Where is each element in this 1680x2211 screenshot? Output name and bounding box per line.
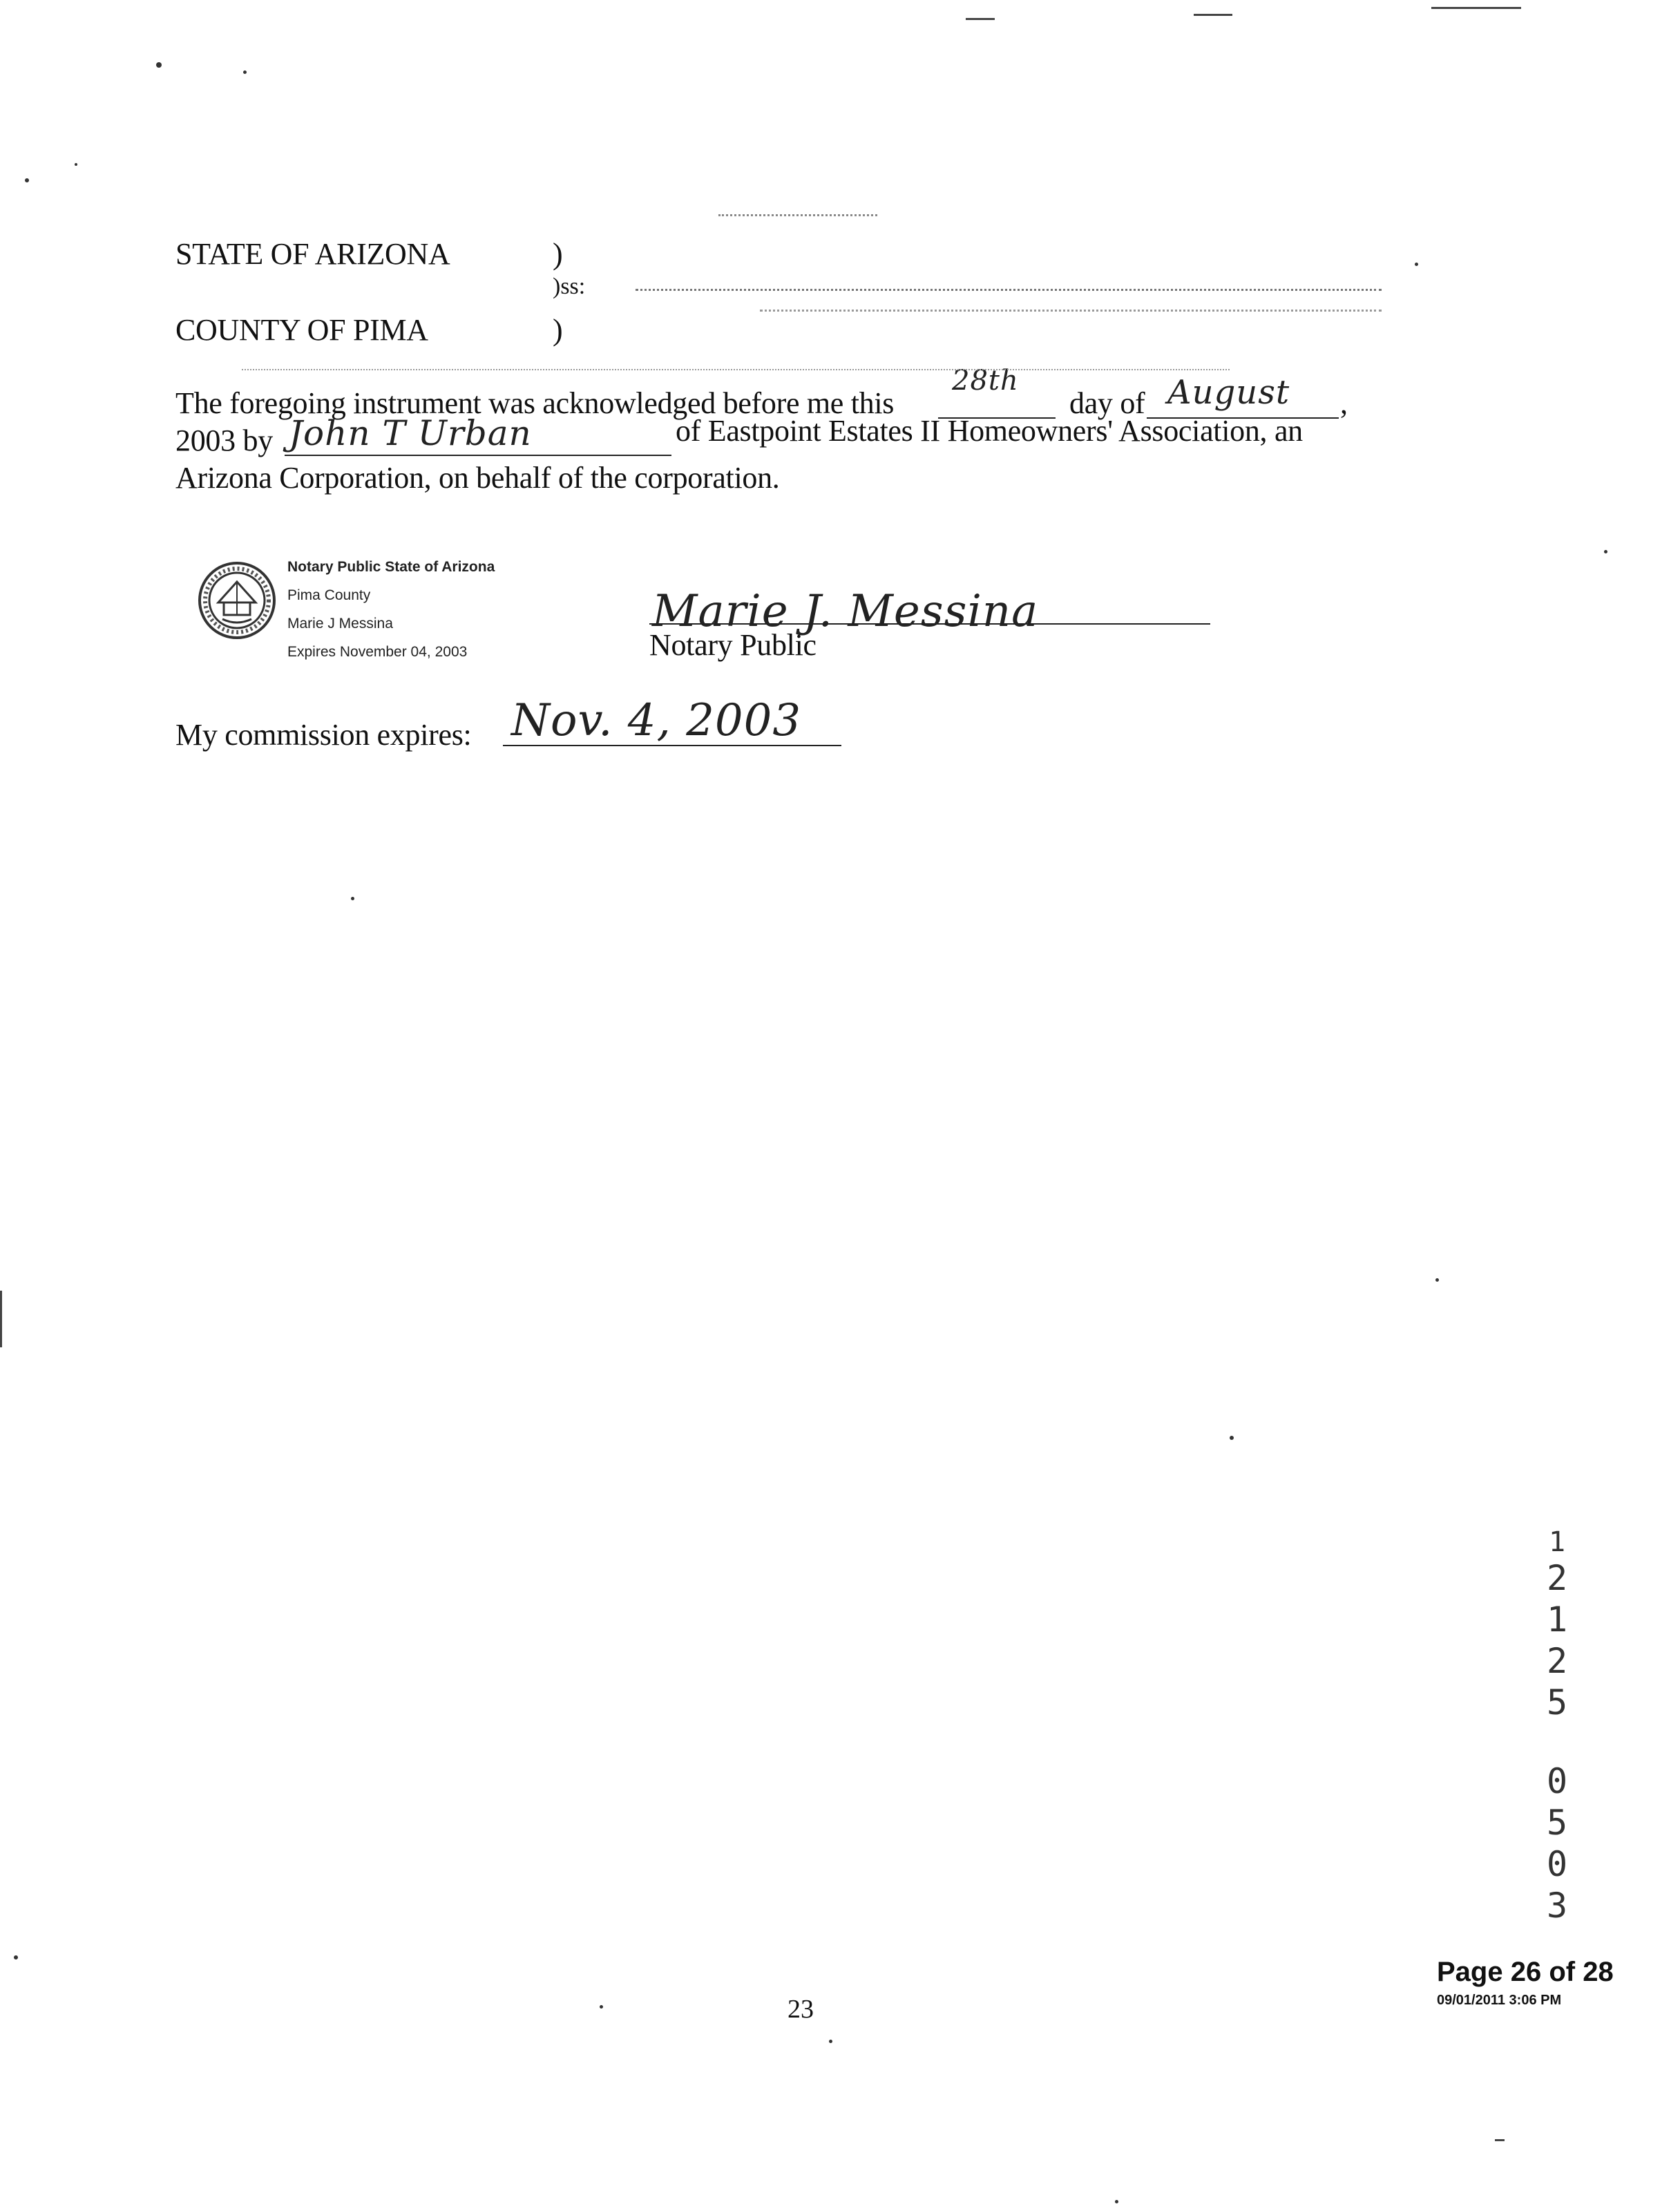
seal-line: Expires November 04, 2003 (287, 644, 468, 660)
stamp-digit: 2 (1546, 1558, 1568, 1598)
ack-line-3: Arizona Corporation, on behalf of the corporation. (175, 461, 780, 495)
ack-line-2-suffix: of Eastpoint Estates II Homeowners' Association, an (676, 414, 1303, 448)
commission-label: My commission expires: (175, 718, 472, 752)
scan-speck (156, 62, 162, 68)
scan-mark (0, 1291, 2, 1347)
stamp-digit: 5 (1546, 1803, 1568, 1843)
day-handwritten: 28th (952, 365, 1019, 397)
scan-mark (1431, 7, 1521, 9)
scan-speck (1115, 2200, 1118, 2203)
scan-dots (636, 289, 1382, 291)
month-handwritten: August (1167, 373, 1290, 412)
stamp-digit: 0 (1546, 1761, 1568, 1801)
name-blank (285, 455, 671, 456)
ack-line-2-year: 2003 by (175, 424, 273, 457)
page-number: 23 (788, 1995, 814, 2024)
scan-speck (25, 178, 29, 182)
scan-speck (1435, 1278, 1439, 1282)
signature-line (649, 623, 1210, 625)
print-timestamp: 09/01/2011 3:06 PM (1437, 1993, 1562, 2008)
scan-mark (966, 18, 995, 20)
notary-seal-emblem (198, 561, 276, 640)
scan-mark (1194, 14, 1232, 16)
seal-line: Marie J Messina (287, 616, 393, 632)
recording-stamp (1543, 1527, 1571, 1926)
scan-speck (1604, 550, 1607, 553)
commission-handwritten: Nov. 4, 2003 (511, 695, 802, 746)
seal-line: Pima County (287, 587, 371, 603)
ack-line-1-comma: , (1340, 386, 1348, 420)
scan-dots (242, 369, 1230, 370)
stamp-digit: 1 (1546, 1600, 1568, 1640)
notary-signature: Marie J. Messina (652, 586, 1039, 637)
scan-speck (1415, 263, 1418, 266)
scan-speck (75, 163, 77, 166)
stamp-digit: 0 (1546, 1844, 1568, 1884)
scan-dots (760, 310, 1382, 312)
scan-dots (718, 214, 877, 216)
seal-line: Notary Public State of Arizona (287, 559, 495, 575)
ss-line: )ss: (553, 274, 586, 299)
scan-speck (14, 1955, 18, 1959)
venue-paren: ) (553, 313, 563, 347)
state-line: STATE OF ARIZONA (175, 237, 450, 271)
stamp-digit: 3 (1546, 1886, 1568, 1926)
county-line: COUNTY OF PIMA (175, 313, 428, 347)
scan-mark (1495, 2139, 1505, 2141)
scan-speck (351, 897, 354, 900)
name-handwritten: John T Urban (289, 413, 532, 453)
scan-speck (1230, 1436, 1234, 1440)
stamp-digit: 1 (1548, 1526, 1566, 1558)
scan-speck (243, 70, 247, 74)
scan-speck (600, 2005, 603, 2009)
stamp-digit: 2 (1546, 1641, 1568, 1681)
venue-paren: ) (553, 237, 563, 271)
notary-public-label: Notary Public (649, 628, 817, 662)
ack-line-1-prefix: The foregoing instrument was acknowledged before me this (175, 386, 895, 420)
page-of-counter: Page 26 of 28 (1437, 1957, 1614, 1987)
ack-line-1-mid: day of (1069, 386, 1145, 420)
stamp-digit: 5 (1546, 1682, 1568, 1723)
seal-info (287, 553, 495, 666)
scan-speck (829, 2040, 832, 2043)
